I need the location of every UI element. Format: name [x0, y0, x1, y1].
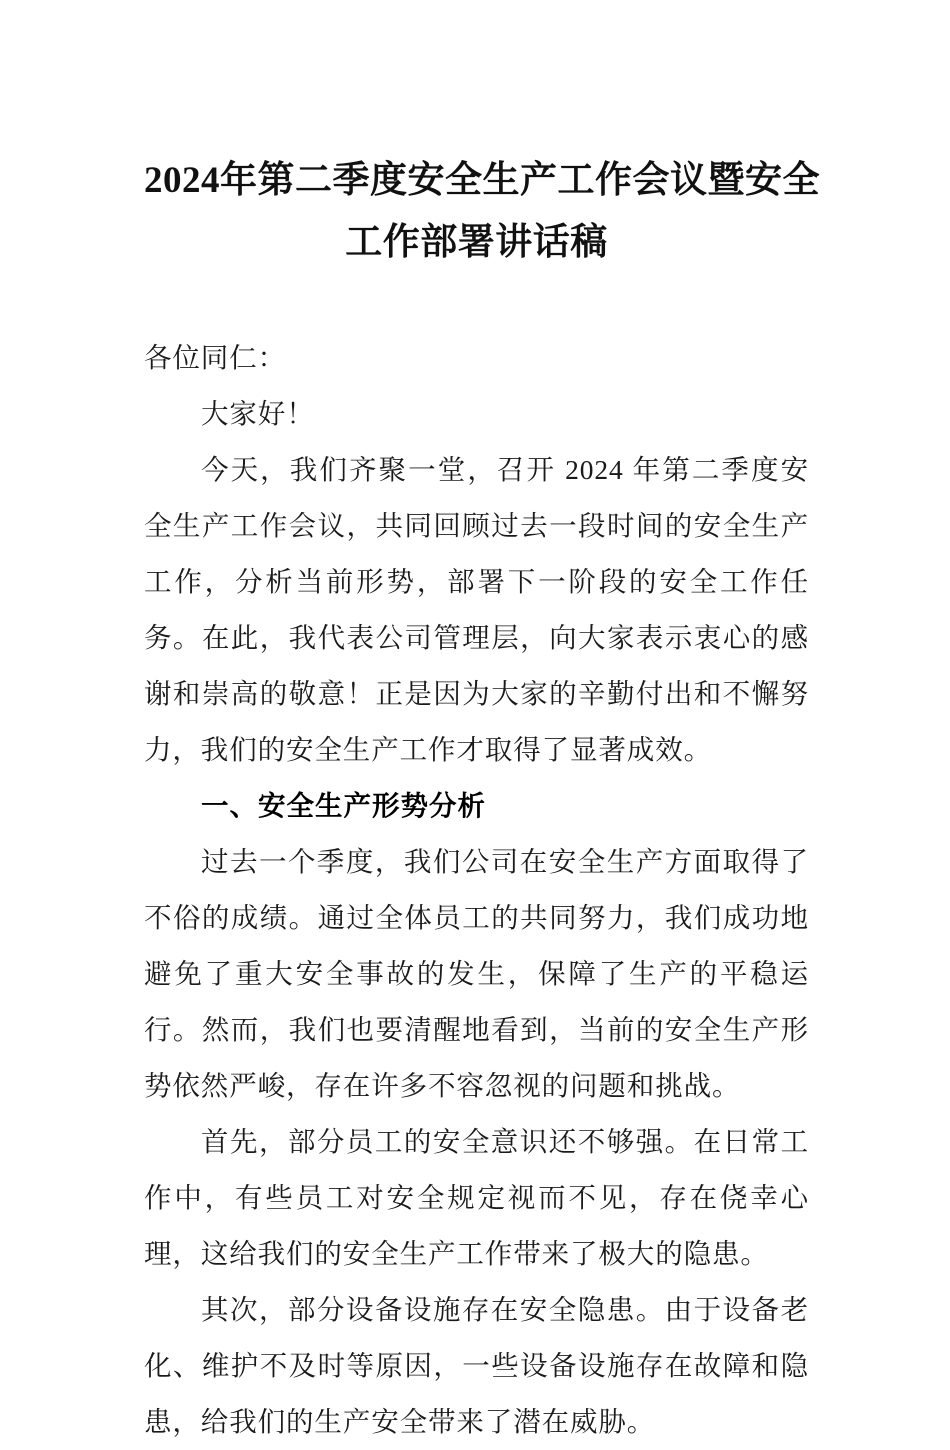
situation-overview-paragraph: 过去一个季度，我们公司在安全生产方面取得了不俗的成绩。通过全体员工的共同努力，我们成功地避免了重大安全事故的发生，保障了生产的平稳运行。然而，我们也要清醒地看到，当前的安全生产形势依然严峻，存在许多不容忽视的问题和挑战。 — [144, 846, 809, 1101]
page-title — [144, 0, 820, 274]
page-title-line-2: 工作部署讲话稿 — [345, 222, 608, 263]
issue-second-paragraph: 其次，部分设备设施存在安全隐患。由于设备老化、维护不及时等原因，一些设备设施存在故障和隐患，给我们的生产安全带来了潜在威胁。 — [144, 1294, 809, 1437]
salutation: 各位同仁： — [144, 342, 286, 373]
opening-paragraph: 今天，我们齐聚一堂，召开 2024 年第二季度安全生产工作会议，共同回顾过去一段时间的安全生产工作，分析当前形势，部署下一阶段的安全工作任务。在此，我代表公司管理层，向大家表示衷心的感谢和崇高的敬意！正是因为大家的辛勤付出和不懈努力，我们的安全生产工作才取得了显著成效。 — [144, 454, 809, 765]
page-title-line-1: 2024年第二季度安全生产工作会议暨安全 — [144, 160, 820, 201]
issue-first-paragraph: 首先，部分员工的安全意识还不够强。在日常工作中，有些员工对安全规定视而不见，存在侥幸心理，这给我们的安全生产工作带来了极大的隐患。 — [144, 1126, 809, 1269]
greeting: 大家好！ — [201, 398, 315, 429]
section-heading-1: 一、安全生产形势分析 — [201, 790, 486, 821]
document-body — [144, 0, 820, 1450]
